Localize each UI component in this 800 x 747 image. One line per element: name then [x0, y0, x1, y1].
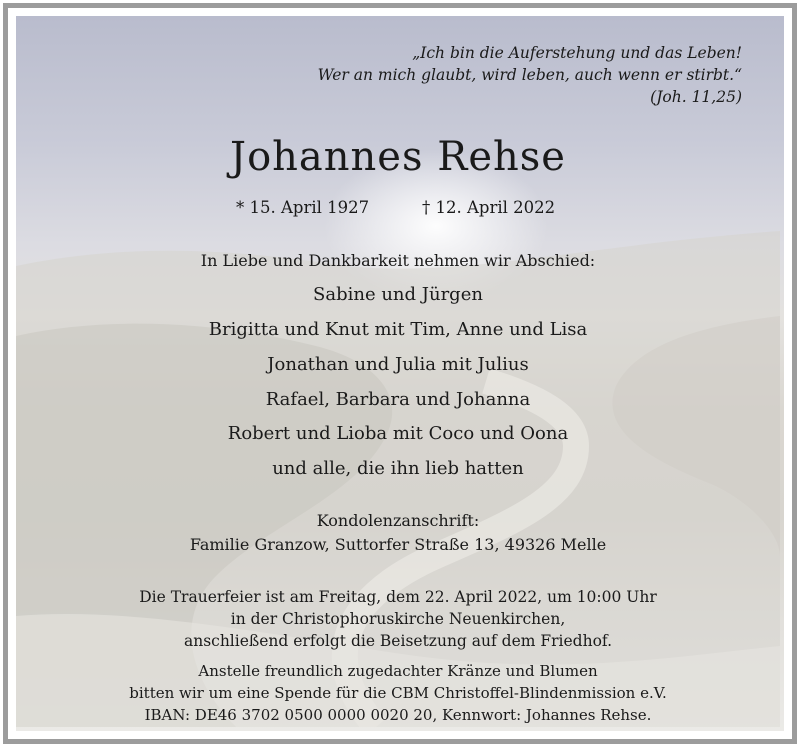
farewell-intro: In Liebe und Dankbarkeit nehmen wir Abschied: — [200, 251, 596, 270]
funeral-line-1: Die Trauerfeier ist am Freitag, dem 22. April 2022, um 10:00 Uhr — [139, 588, 657, 606]
obituary-content — [16, 16, 780, 727]
mourner-line: Brigitta und Knut mit Tim, Anne und Lisa — [208, 319, 588, 340]
obituary-panel — [16, 16, 784, 731]
mourner-line: Sabine und Jürgen — [313, 284, 483, 305]
donation-line-2: bitten wir um eine Spende für die CBM Christoffel-Blindenmission e.V. — [129, 684, 667, 702]
condolence-label: Kondolenzanschrift: — [316, 511, 480, 530]
motto-line-1: „Ich bin die Auferstehung und das Leben! — [412, 44, 742, 62]
funeral-line-3: anschließend erfolgt die Beisetzung auf dem Friedhof. — [183, 632, 613, 650]
donation-line-1: Anstelle freundlich zugedachter Kränze und Blumen — [198, 662, 598, 680]
funeral-line-2: in der Christophoruskirche Neuenkirchen, — [230, 610, 566, 628]
mourner-line: Robert und Lioba mit Coco und Oona — [227, 423, 569, 444]
mourner-line: Jonathan und Julia mit Julius — [267, 354, 529, 375]
death-date: † 12. April 2022 — [422, 198, 556, 217]
donation-line-3: IBAN: DE46 3702 0500 0000 0020 20, Kennwort: Johannes Rehse. — [144, 706, 652, 724]
birth-date: * 15. April 1927 — [236, 198, 370, 217]
mourner-line: Rafael, Barbara und Johanna — [265, 389, 531, 410]
obituary-frame — [3, 3, 797, 744]
motto-line-2: Wer an mich glaubt, wird leben, auch wenn er stirbt.“ — [317, 66, 742, 84]
deceased-name: Johannes Rehse — [230, 134, 566, 180]
motto-reference: (Joh. 11,25) — [650, 88, 742, 106]
condolence-address: Familie Granzow, Suttorfer Straße 13, 49326 Melle — [189, 535, 607, 554]
mourner-line: und alle, die ihn lieb hatten — [272, 458, 524, 479]
